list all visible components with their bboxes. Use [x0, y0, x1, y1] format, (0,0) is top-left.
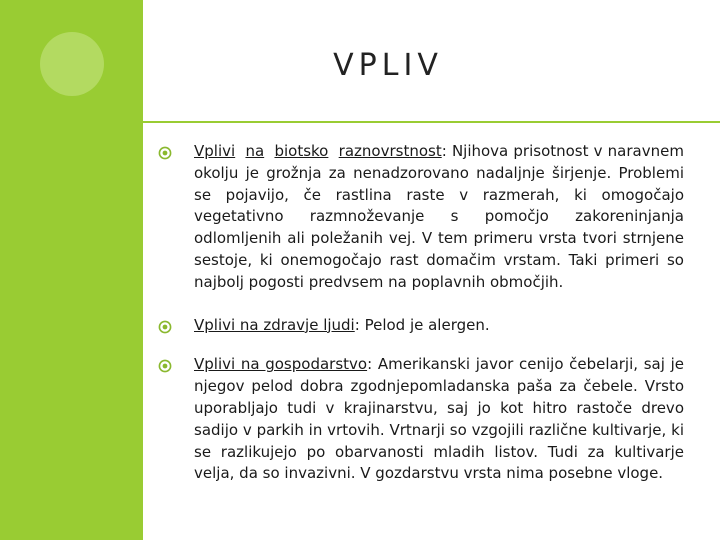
bullet-economy — [158, 354, 684, 485]
bullet-separator: : — [354, 315, 360, 334]
bullet-term: Vplivi na gospodarstvo — [194, 355, 368, 374]
title-divider — [143, 121, 720, 123]
bullet-list — [158, 141, 684, 485]
bullet-health — [158, 315, 684, 337]
bullet-separator: : — [441, 142, 447, 160]
bullet-text: Pelod je alergen. — [364, 315, 490, 334]
bullet-biodiversity — [158, 141, 684, 294]
bullet-text: Njihova prisotnost v naravnem okolju je grožnja za nenadzorovano nadaljnje širjenje. Problemi se pojavijo, če rastlina raste v razmerah, ki omogočajo vegetativno razmnoževanje s pomočjo zakoreninjanja odlomljenih ali poležanih vej. V tem primeru vrsta tvori strnjene sestoje, ki onemogočajo rast domačim vrstam. Taki primeri so najbolj pogosti predvsem na poplavnih območjih. — [194, 142, 684, 291]
bullet-term-word: raznovrstnost — [338, 142, 442, 160]
bullet-term-word: biotsko — [274, 142, 329, 160]
bullet-term-word: na — [245, 142, 265, 160]
target-icon — [158, 320, 172, 334]
bullet-text: Amerikanski javor cenijo čebelarji, saj je njegov pelod dobra zgodnjepomladanska paša za čebele. Vrsto uporabljajo tudi v krajinarstvu, saj jo kot hitro rastoče drevo sadijo v parkih in vrtovih. Vrtnarji so vzgojili različne kultivarje, ki se razlikujejo po obarvanosti mladih listov. Tudi za kultivarje velja, da so invazivni. V gozdarstvu vrsta nima posebne vloge. — [194, 355, 684, 483]
target-icon — [158, 146, 172, 160]
decorative-circle — [40, 32, 104, 96]
bullet-term-word: Vplivi — [194, 142, 236, 160]
sidebar-accent — [0, 0, 143, 540]
slide-title: VPLIV — [333, 48, 443, 83]
bullet-term: Vplivi na zdravje ljudi — [194, 315, 355, 334]
target-icon — [158, 359, 172, 373]
bullet-separator: : — [367, 355, 373, 374]
